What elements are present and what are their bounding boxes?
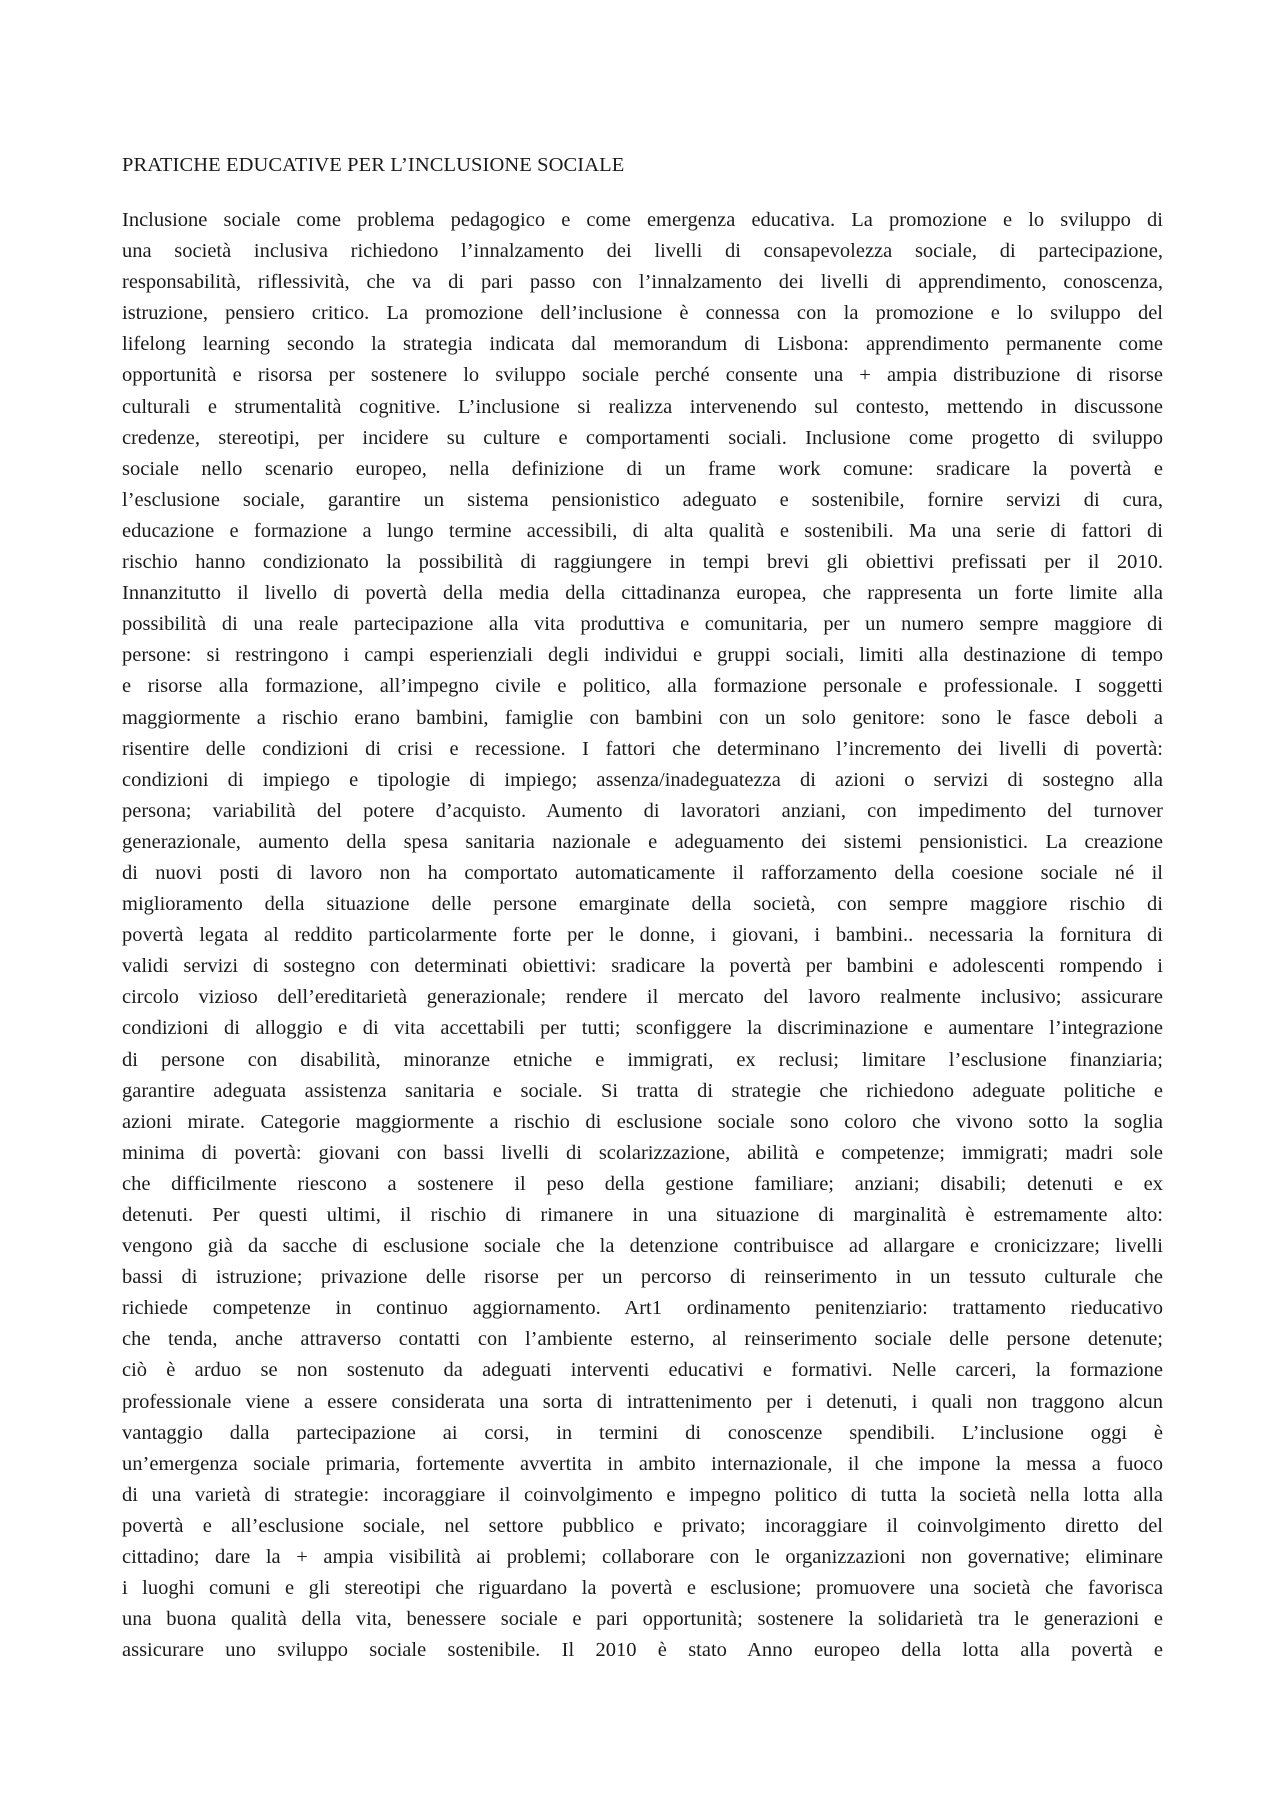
body-text-line: culturali e strumentalità cognitive. L’inclusione si realizza intervenendo sul contesto, mettendo in discussone xyxy=(122,395,1163,418)
body-text-line: povertà legata al reddito particolarmente forte per le donne, i giovani, i bambini.. necessaria la fornitura di xyxy=(122,924,1163,947)
body-text-line: condizioni di impiego e tipologie di impiego; assenza/inadeguatezza di azioni o servizi di sostegno alla xyxy=(122,768,1163,791)
body-text-line: l’esclusione sociale, garantire un sistema pensionistico adeguato e sostenibile, fornire servizi di cura, xyxy=(122,488,1163,511)
body-text-line: di nuovi posti di lavoro non ha comportato automaticamente il rafforzamento della coesione sociale né il xyxy=(122,861,1163,884)
body-text-line: povertà e all’esclusione sociale, nel settore pubblico e privato; incoraggiare il coinvolgimento diretto del xyxy=(122,1514,1163,1537)
body-text-line: opportunità e risorsa per sostenere lo sviluppo sociale perché consente una + ampia distribuzione di risorse xyxy=(122,364,1163,387)
body-text-line: responsabilità, riflessività, che va di pari passo con l’innalzamento dei livelli di apprendimento, conoscenza, xyxy=(122,271,1163,294)
body-text-line: detenuti. Per questi ultimi, il rischio di rimanere in una situazione di marginalità è estremamente alto: xyxy=(122,1204,1163,1226)
body-text-line: una buona qualità della vita, benessere sociale e pari opportunità; sostenere la solidarietà tra le generazioni e xyxy=(122,1608,1163,1631)
body-text-line: azioni mirate. Categorie maggiormente a rischio di esclusione sociale sono coloro che vivono sotto la soglia xyxy=(122,1110,1163,1133)
body-text-line: lifelong learning secondo la strategia indicata dal memorandum di Lisbona: apprendimento permanente come xyxy=(122,333,1163,356)
body-text-line: di una varietà di strategie: incoraggiare il coinvolgimento e impegno politico di tutta la società nella lotta alla xyxy=(122,1483,1163,1506)
body-text-line: e risorse alla formazione, all’impegno civile e politico, alla formazione personale e professionale. I soggetti xyxy=(122,675,1163,698)
body-text-line: miglioramento della situazione delle persone emarginate della società, con sempre maggiore rischio di xyxy=(122,893,1163,916)
body-text-line: persone: si restringono i campi esperienziali degli individui e gruppi sociali, limiti alla destinazione di tempo xyxy=(122,644,1163,667)
body-text-line: di persone con disabilità, minoranze etniche e immigrati, ex reclusi; limitare l’esclusione finanziaria; xyxy=(122,1048,1163,1071)
body-text-line: garantire adeguata assistenza sanitaria e sociale. Si tratta di strategie che richiedono adeguate politiche e xyxy=(122,1079,1163,1102)
body-text-line: condizioni di alloggio e di vita accettabili per tutti; sconfiggere la discriminazione e aumentare l’integrazione xyxy=(122,1017,1163,1040)
body-text-line: validi servizi di sostegno con determinati obiettivi: sradicare la povertà per bambini e adolescenti rompendo i xyxy=(122,955,1163,978)
body-text-line: ciò è arduo se non sostenuto da adeguati interventi educativi e formativi. Nelle carceri, la formazione xyxy=(122,1359,1163,1382)
body-text-line: istruzione, pensiero critico. La promozione dell’inclusione è connessa con la promozione e lo sviluppo del xyxy=(122,302,1163,325)
body-text-line: professionale viene a essere considerata una sorta di intrattenimento per i detenuti, i quali non traggono alcun xyxy=(122,1390,1163,1413)
body-text-line: vantaggio dalla partecipazione ai corsi, in termini di conoscenze spendibili. L’inclusione oggi è xyxy=(122,1421,1163,1444)
body-text-line: minima di povertà: giovani con bassi livelli di scolarizzazione, abilità e competenze; immigrati; madri sole xyxy=(122,1141,1163,1164)
body-text-line: richiede competenze in continuo aggiornamento. Art1 ordinamento penitenziario: trattamento rieducativo xyxy=(122,1297,1163,1320)
body-text-line: educazione e formazione a lungo termine accessibili, di alta qualità e sostenibili. Ma una serie di fattori di xyxy=(122,519,1163,542)
body-text-line: bassi di istruzione; privazione delle risorse per un percorso di reinserimento in un tessuto culturale che xyxy=(122,1266,1163,1289)
body-text-line: maggiormente a rischio erano bambini, famiglie con bambini con un solo genitore: sono le fasce deboli a xyxy=(122,706,1163,729)
body-text-line: circolo vizioso dell’ereditarietà generazionale; rendere il mercato del lavoro realmente inclusivo; assicurare xyxy=(122,986,1163,1009)
body-text-line: che difficilmente riescono a sostenere il peso della gestione familiare; anziani; disabili; detenuti e ex xyxy=(122,1172,1163,1195)
body-text-line: Inclusione sociale come problema pedagogico e come emergenza educativa. La promozione e lo sviluppo di xyxy=(122,209,1163,231)
body-text-line: sociale nello scenario europeo, nella definizione di un frame work comune: sradicare la povertà e xyxy=(122,457,1163,480)
body-text-line: Innanzitutto il livello di povertà della media della cittadinanza europea, che rappresenta un forte limite alla xyxy=(122,582,1163,605)
body-text-line: rischio hanno condizionato la possibilità di raggiungere in tempi brevi gli obiettivi prefissati per il 2010. xyxy=(122,551,1163,574)
document-body xyxy=(122,205,1163,1666)
body-text-line: vengono già da sacche di esclusione sociale che la detenzione contribuisce ad allargare e cronicizzare; livelli xyxy=(122,1235,1163,1258)
document-title: PRATICHE EDUCATIVE PER L’INCLUSIONE SOCIALE xyxy=(122,154,625,176)
body-text-line: un’emergenza sociale primaria, fortemente avvertita in ambito internazionale, il che impone la messa a fuoco xyxy=(122,1452,1163,1475)
body-text-line: che tenda, anche attraverso contatti con l’ambiente esterno, al reinserimento sociale delle persone detenute; xyxy=(122,1328,1163,1351)
body-text-line: credenze, stereotipi, per incidere su culture e comportamenti sociali. Inclusione come progetto di sviluppo xyxy=(122,426,1163,449)
body-text-line: possibilità di una reale partecipazione alla vita produttiva e comunitaria, per un numero sempre maggiore di xyxy=(122,613,1163,636)
body-text-line: cittadino; dare la + ampia visibilità ai problemi; collaborare con le organizzazioni non governative; eliminare xyxy=(122,1546,1163,1569)
body-text-line: una società inclusiva richiedono l’innalzamento dei livelli di consapevolezza sociale, di partecipazione, xyxy=(122,240,1163,263)
body-text-line: risentire delle condizioni di crisi e recessione. I fattori che determinano l’incremento dei livelli di povertà: xyxy=(122,737,1163,760)
body-text-line: i luoghi comuni e gli stereotipi che riguardano la povertà e esclusione; promuovere una società che favorisca xyxy=(122,1577,1163,1600)
body-text-line: assicurare uno sviluppo sociale sostenibile. Il 2010 è stato Anno europeo della lotta alla povertà e xyxy=(122,1639,1163,1662)
body-text-line: generazionale, aumento della spesa sanitaria nazionale e adeguamento dei sistemi pensionistici. La creazione xyxy=(122,830,1163,853)
body-text-line: persona; variabilità del potere d’acquisto. Aumento di lavoratori anziani, con impedimento del turnover xyxy=(122,799,1163,822)
